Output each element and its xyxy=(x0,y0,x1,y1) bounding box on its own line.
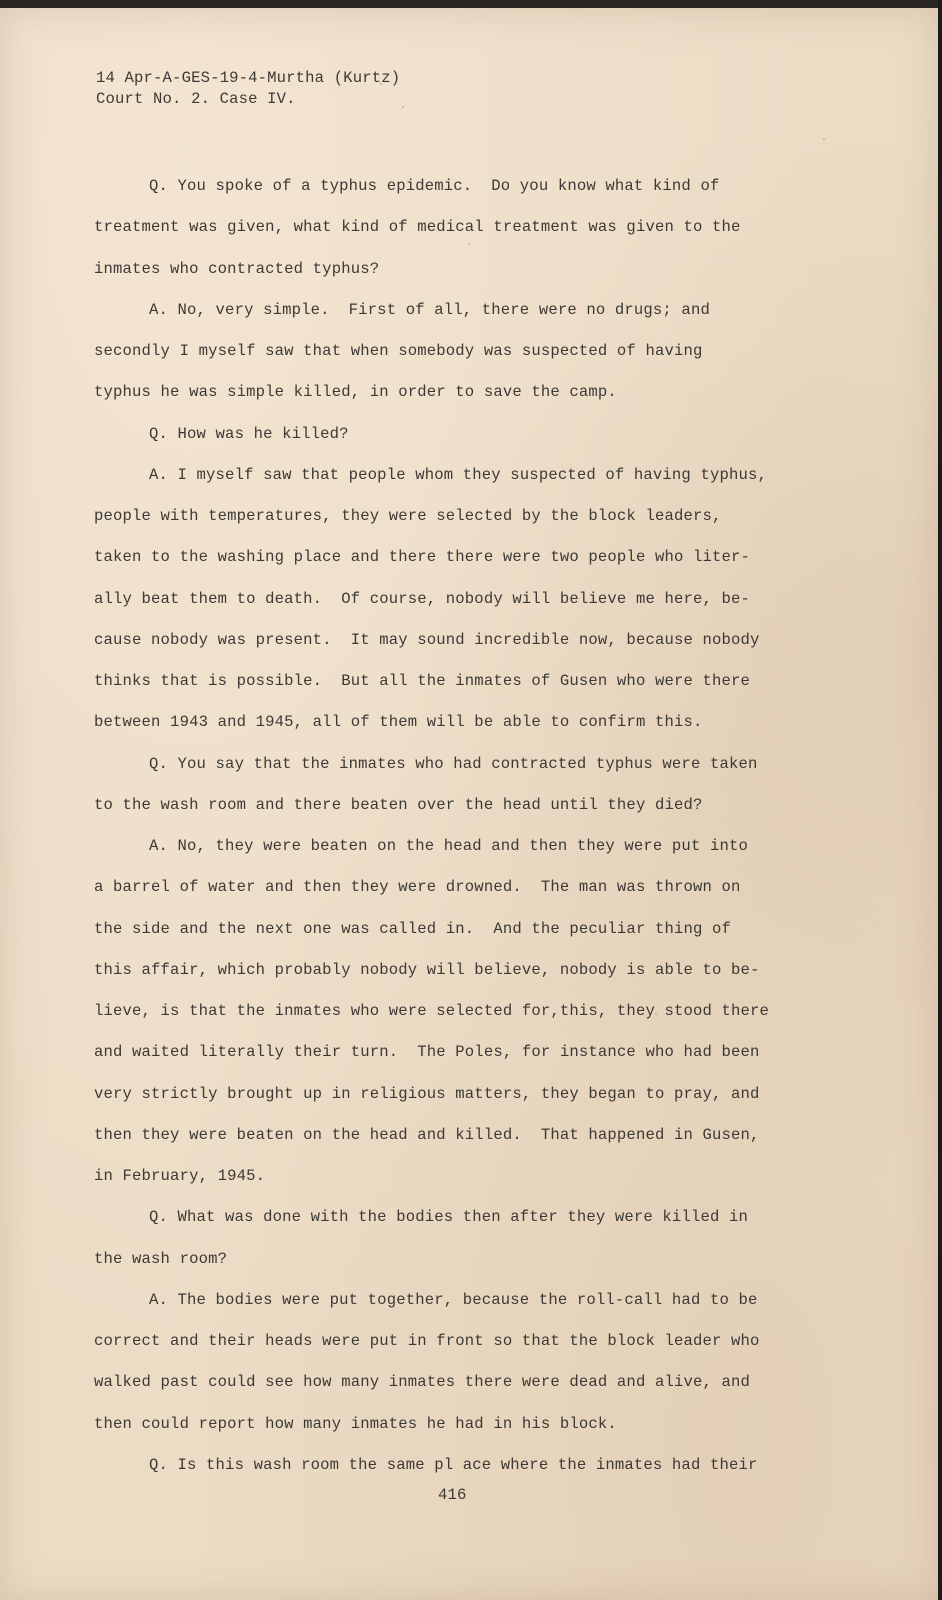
paragraph-line: taken to the washing place and there there were two people who liter- xyxy=(94,548,751,567)
paragraph-first-line: Q. What was done with the bodies then after they were killed in xyxy=(149,1208,748,1227)
paragraph-line: typhus he was simple killed, in order to save the camp. xyxy=(94,383,617,402)
header-reference-line: 14 Apr-A-GES-19-4-Murtha (Kurtz) xyxy=(96,69,401,87)
paper-speck xyxy=(402,106,404,108)
paragraph-line: to the wash room and there beaten over the head until they died? xyxy=(94,795,703,814)
page-number: 416 xyxy=(438,1486,467,1504)
paragraph-line: cause nobody was present. It may sound incredible now, because nobody xyxy=(94,630,760,649)
paragraph-line: treatment was given, what kind of medical treatment was given to the xyxy=(94,218,741,237)
paragraph-line: ally beat them to death. Of course, nobody will believe me here, be- xyxy=(94,589,751,608)
header-court-line: Court No. 2. Case IV. xyxy=(96,90,296,108)
paragraph-line: then could report how many inmates he had in his block. xyxy=(94,1414,617,1433)
paragraph-line: very strictly brought up in religious matters, they began to pray, and xyxy=(94,1084,760,1103)
paragraph-line: then they were beaten on the head and killed. That happened in Gusen, xyxy=(94,1125,760,1144)
paragraph-first-line: A. The bodies were put together, because the roll-call had to be xyxy=(149,1290,758,1309)
paper-speck xyxy=(823,138,825,140)
paragraph-first-line: A. I myself saw that people whom they suspected of having typhus, xyxy=(149,465,768,484)
paragraph-line: correct and their heads were put in front so that the block leader who xyxy=(94,1332,760,1350)
paragraph-line: in February, 1945. xyxy=(94,1167,266,1185)
paragraph-first-line: Q. You spoke of a typhus epidemic. Do you know what kind of xyxy=(149,177,720,195)
paragraph-line: people with temperatures, they were selected by the block leaders, xyxy=(94,507,722,525)
document-header xyxy=(96,68,400,110)
document-page xyxy=(0,8,938,1600)
paragraph-line: the wash room? xyxy=(94,1249,228,1268)
paragraph-first-line: A. No, very simple. First of all, there were no drugs; and xyxy=(149,300,710,319)
paragraph-first-line: A. No, they were beaten on the head and then they were put into xyxy=(149,837,748,855)
paragraph-line: the side and the next one was called in. And the peculiar thing of xyxy=(94,919,732,938)
paragraph-line: walked past could see how many inmates there were dead and alive, and xyxy=(94,1373,751,1392)
paragraph-line: thinks that is possible. But all the inmates of Gusen who were there xyxy=(94,672,751,690)
scan-edge xyxy=(938,0,942,1600)
transcript-body xyxy=(94,166,824,1486)
paragraph-first-line: Q. You say that the inmates who had contracted typhus were taken xyxy=(149,754,758,773)
paragraph-line: between 1943 and 1945, all of them will be able to confirm this. xyxy=(94,713,703,732)
paragraph-line: inmates who contracted typhus? xyxy=(94,259,380,278)
paragraph-line: secondly I myself saw that when somebody was suspected of having xyxy=(94,342,703,360)
paragraph-line: this affair, which probably nobody will believe, nobody is able to be- xyxy=(94,960,760,979)
paper-speck xyxy=(468,243,470,245)
paragraph-line: a barrel of water and then they were drowned. The man was thrown on xyxy=(94,878,741,897)
paragraph-first-line: Q. Is this wash room the same pl ace where the inmates had their xyxy=(149,1455,758,1474)
paper-speck xyxy=(380,83,382,85)
paper-speck xyxy=(655,1013,657,1015)
paragraph-first-line: Q. How was he killed? xyxy=(149,424,349,443)
paragraph-line: lieve, is that the inmates who were selected for,this, they stood there xyxy=(94,1002,770,1020)
paragraph-line: and waited literally their turn. The Poles, for instance who had been xyxy=(94,1043,760,1062)
